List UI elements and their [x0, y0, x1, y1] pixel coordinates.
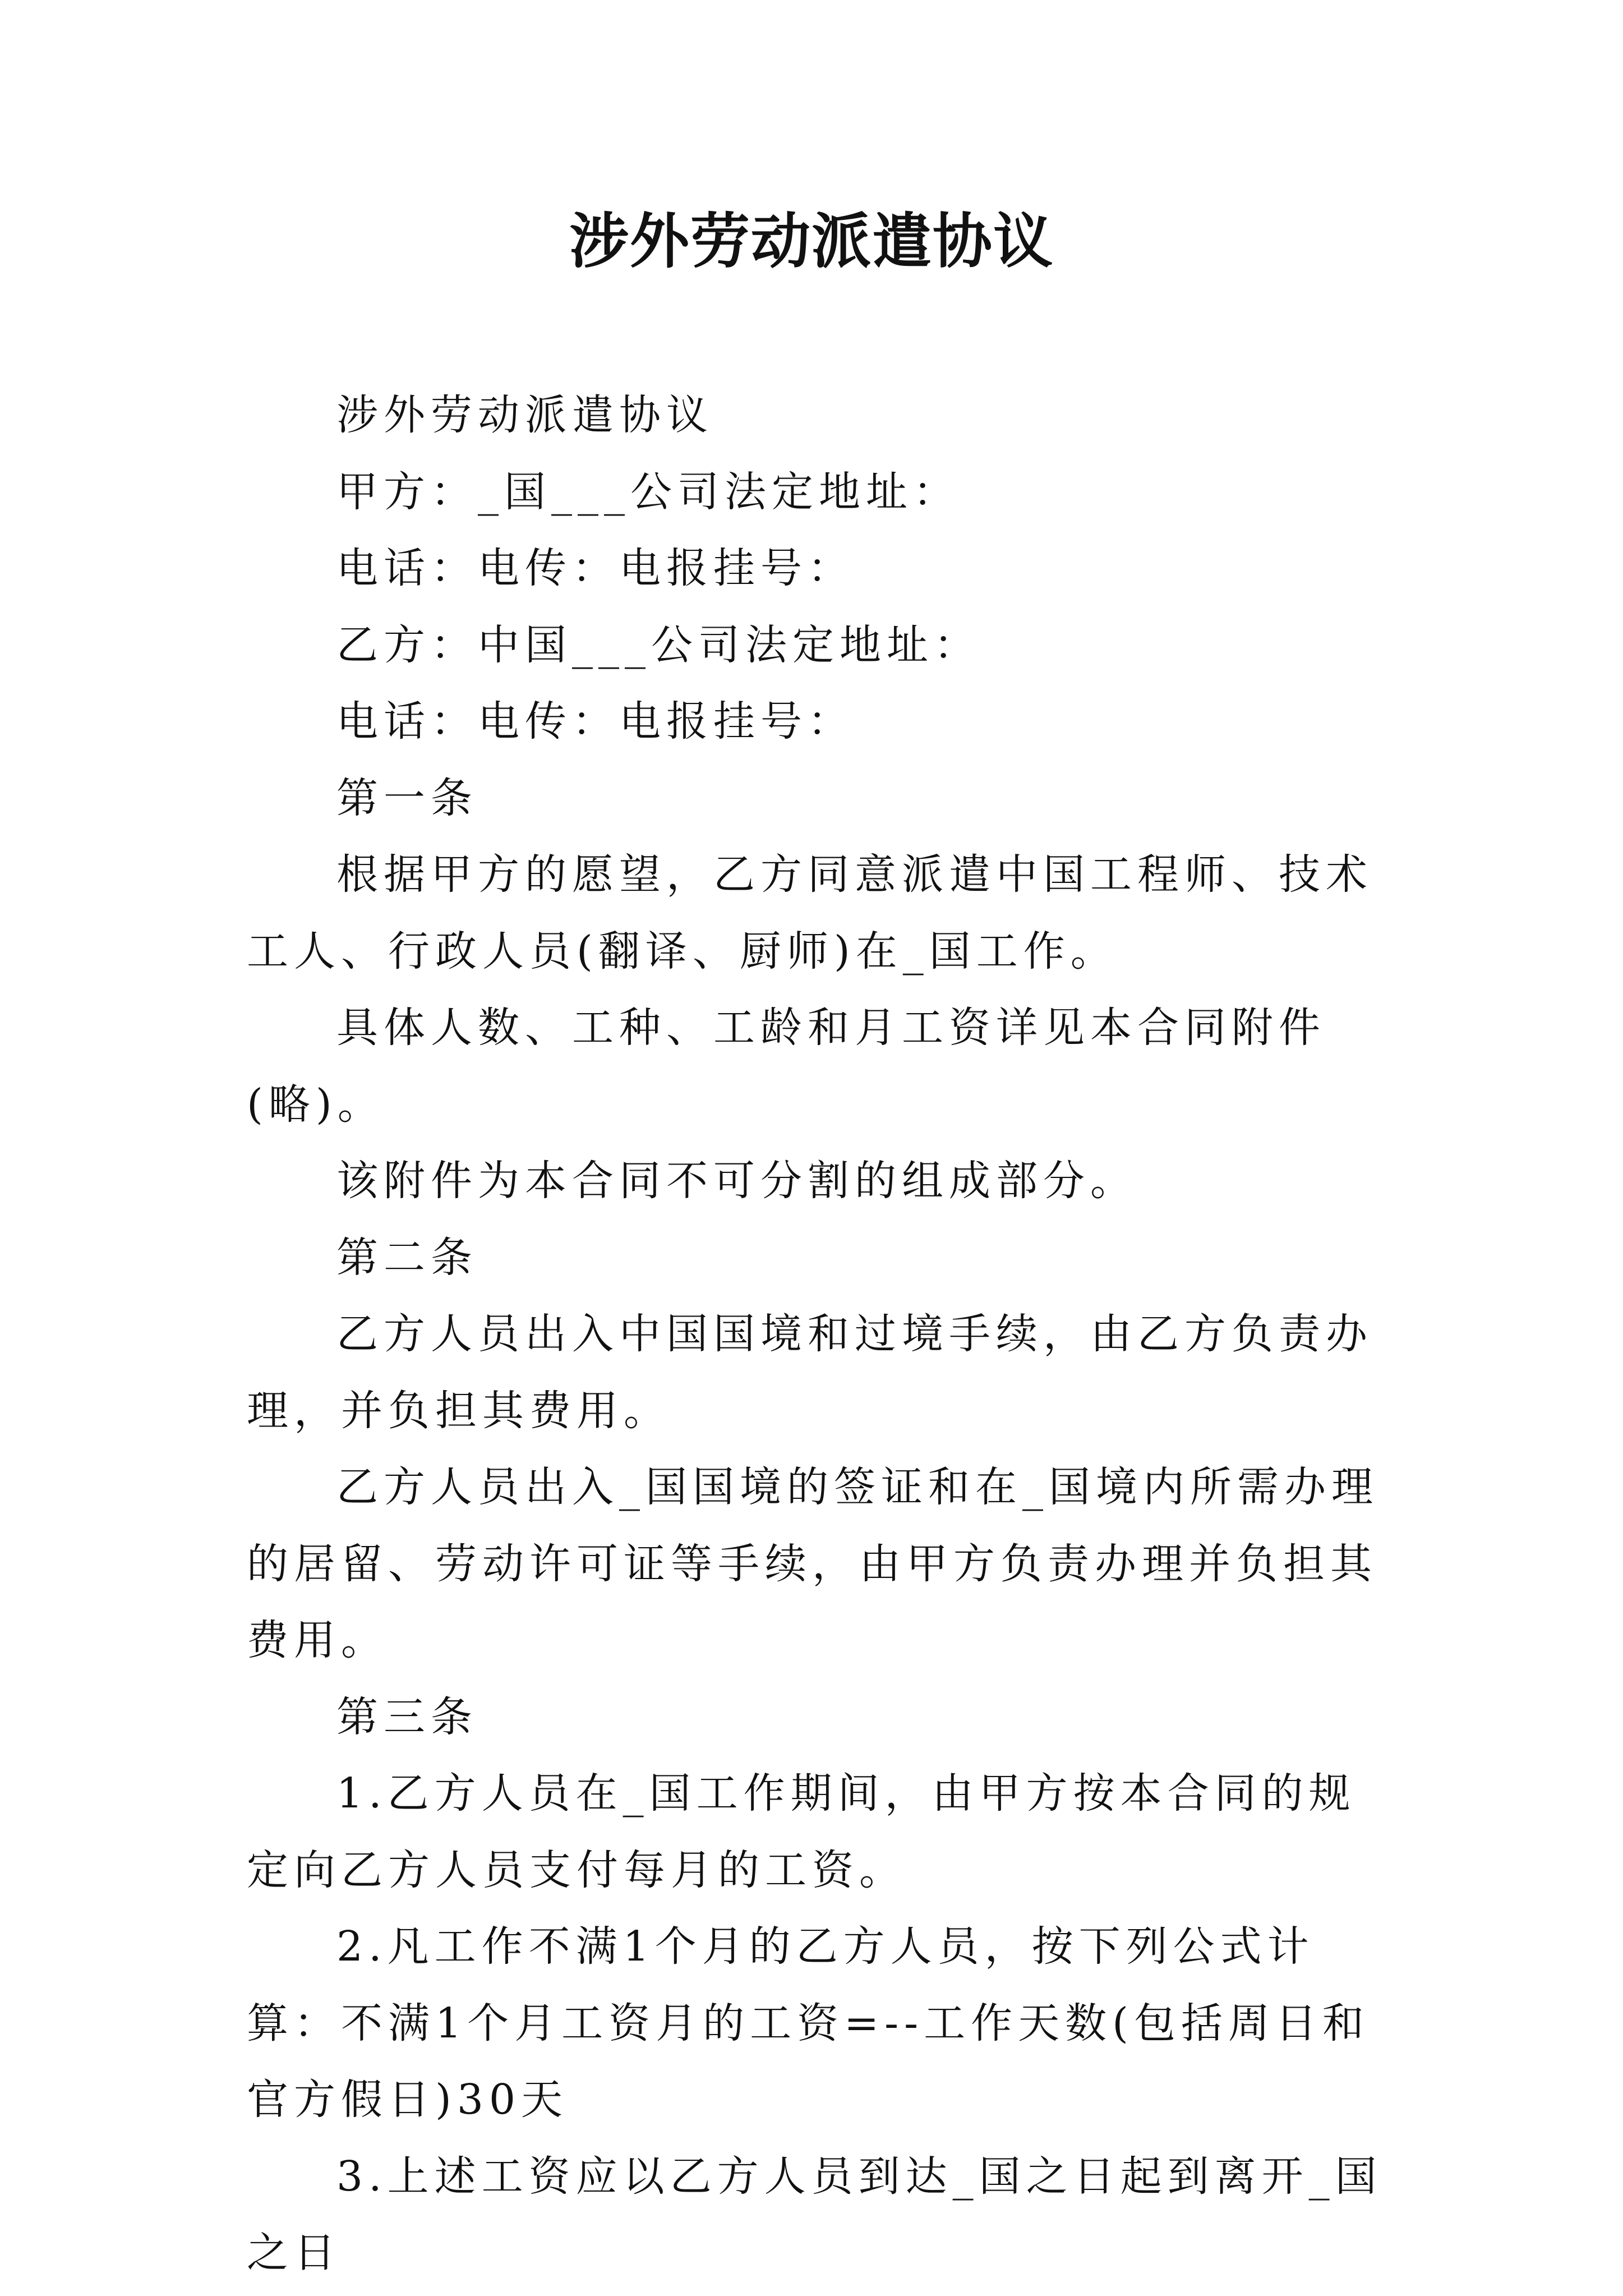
article-1-text: 根据甲方的愿望，乙方同意派遣中国工程师、技术工人、行政人员(翻译、厨师)在_国工作。 [247, 850, 1373, 976]
document-title: 涉外劳动派遣协议 [569, 206, 1054, 276]
article-1-appendix: 该附件为本合同不可分割的组成部分。 [336, 1157, 1137, 1205]
paragraph-party-a: 甲方：_国___公司法定地址： [336, 467, 960, 516]
paragraph-party-b: 乙方：中国___公司法定地址： [336, 620, 981, 669]
article-2-text: 乙方人员出入中国国境和过境手续，由乙方负责办理，并负担其费用。 [247, 1310, 1373, 1435]
document-body [247, 377, 1391, 2292]
article-3-item-3: 3.上述工资应以乙方人员到达_国之日起到离开_国之日 [247, 2152, 1382, 2277]
article-2-heading: 第二条 [336, 1233, 478, 1282]
article-3-item-2: 2.凡工作不满1个月的乙方人员，按下列公式计算：不满1个月工资月的工资=--工作天数(包括周日和官方假日)30天 [247, 1922, 1370, 2124]
article-2-visa: 乙方人员出入_国国境的签证和在_国境内所需办理的居留、劳动许可证等手续，由甲方负责办理并负担其费用。 [247, 1463, 1378, 1664]
article-3-item-1: 1.乙方人员在_国工作期间，由甲方按本合同的规定向乙方人员支付每月的工资。 [247, 1769, 1356, 1894]
article-3-heading: 第三条 [336, 1692, 478, 1741]
article-1-heading: 第一条 [336, 774, 478, 822]
article-1-detail: 具体人数、工种、工龄和月工资详见本合同附件(略)。 [247, 1004, 1326, 1129]
paragraph-party-b-contact: 电话：电传：电报挂号： [336, 697, 855, 746]
paragraph-heading: 涉外劳动派遣协议 [336, 391, 713, 439]
paragraph-party-a-contact: 电话：电传：电报挂号： [336, 544, 855, 592]
